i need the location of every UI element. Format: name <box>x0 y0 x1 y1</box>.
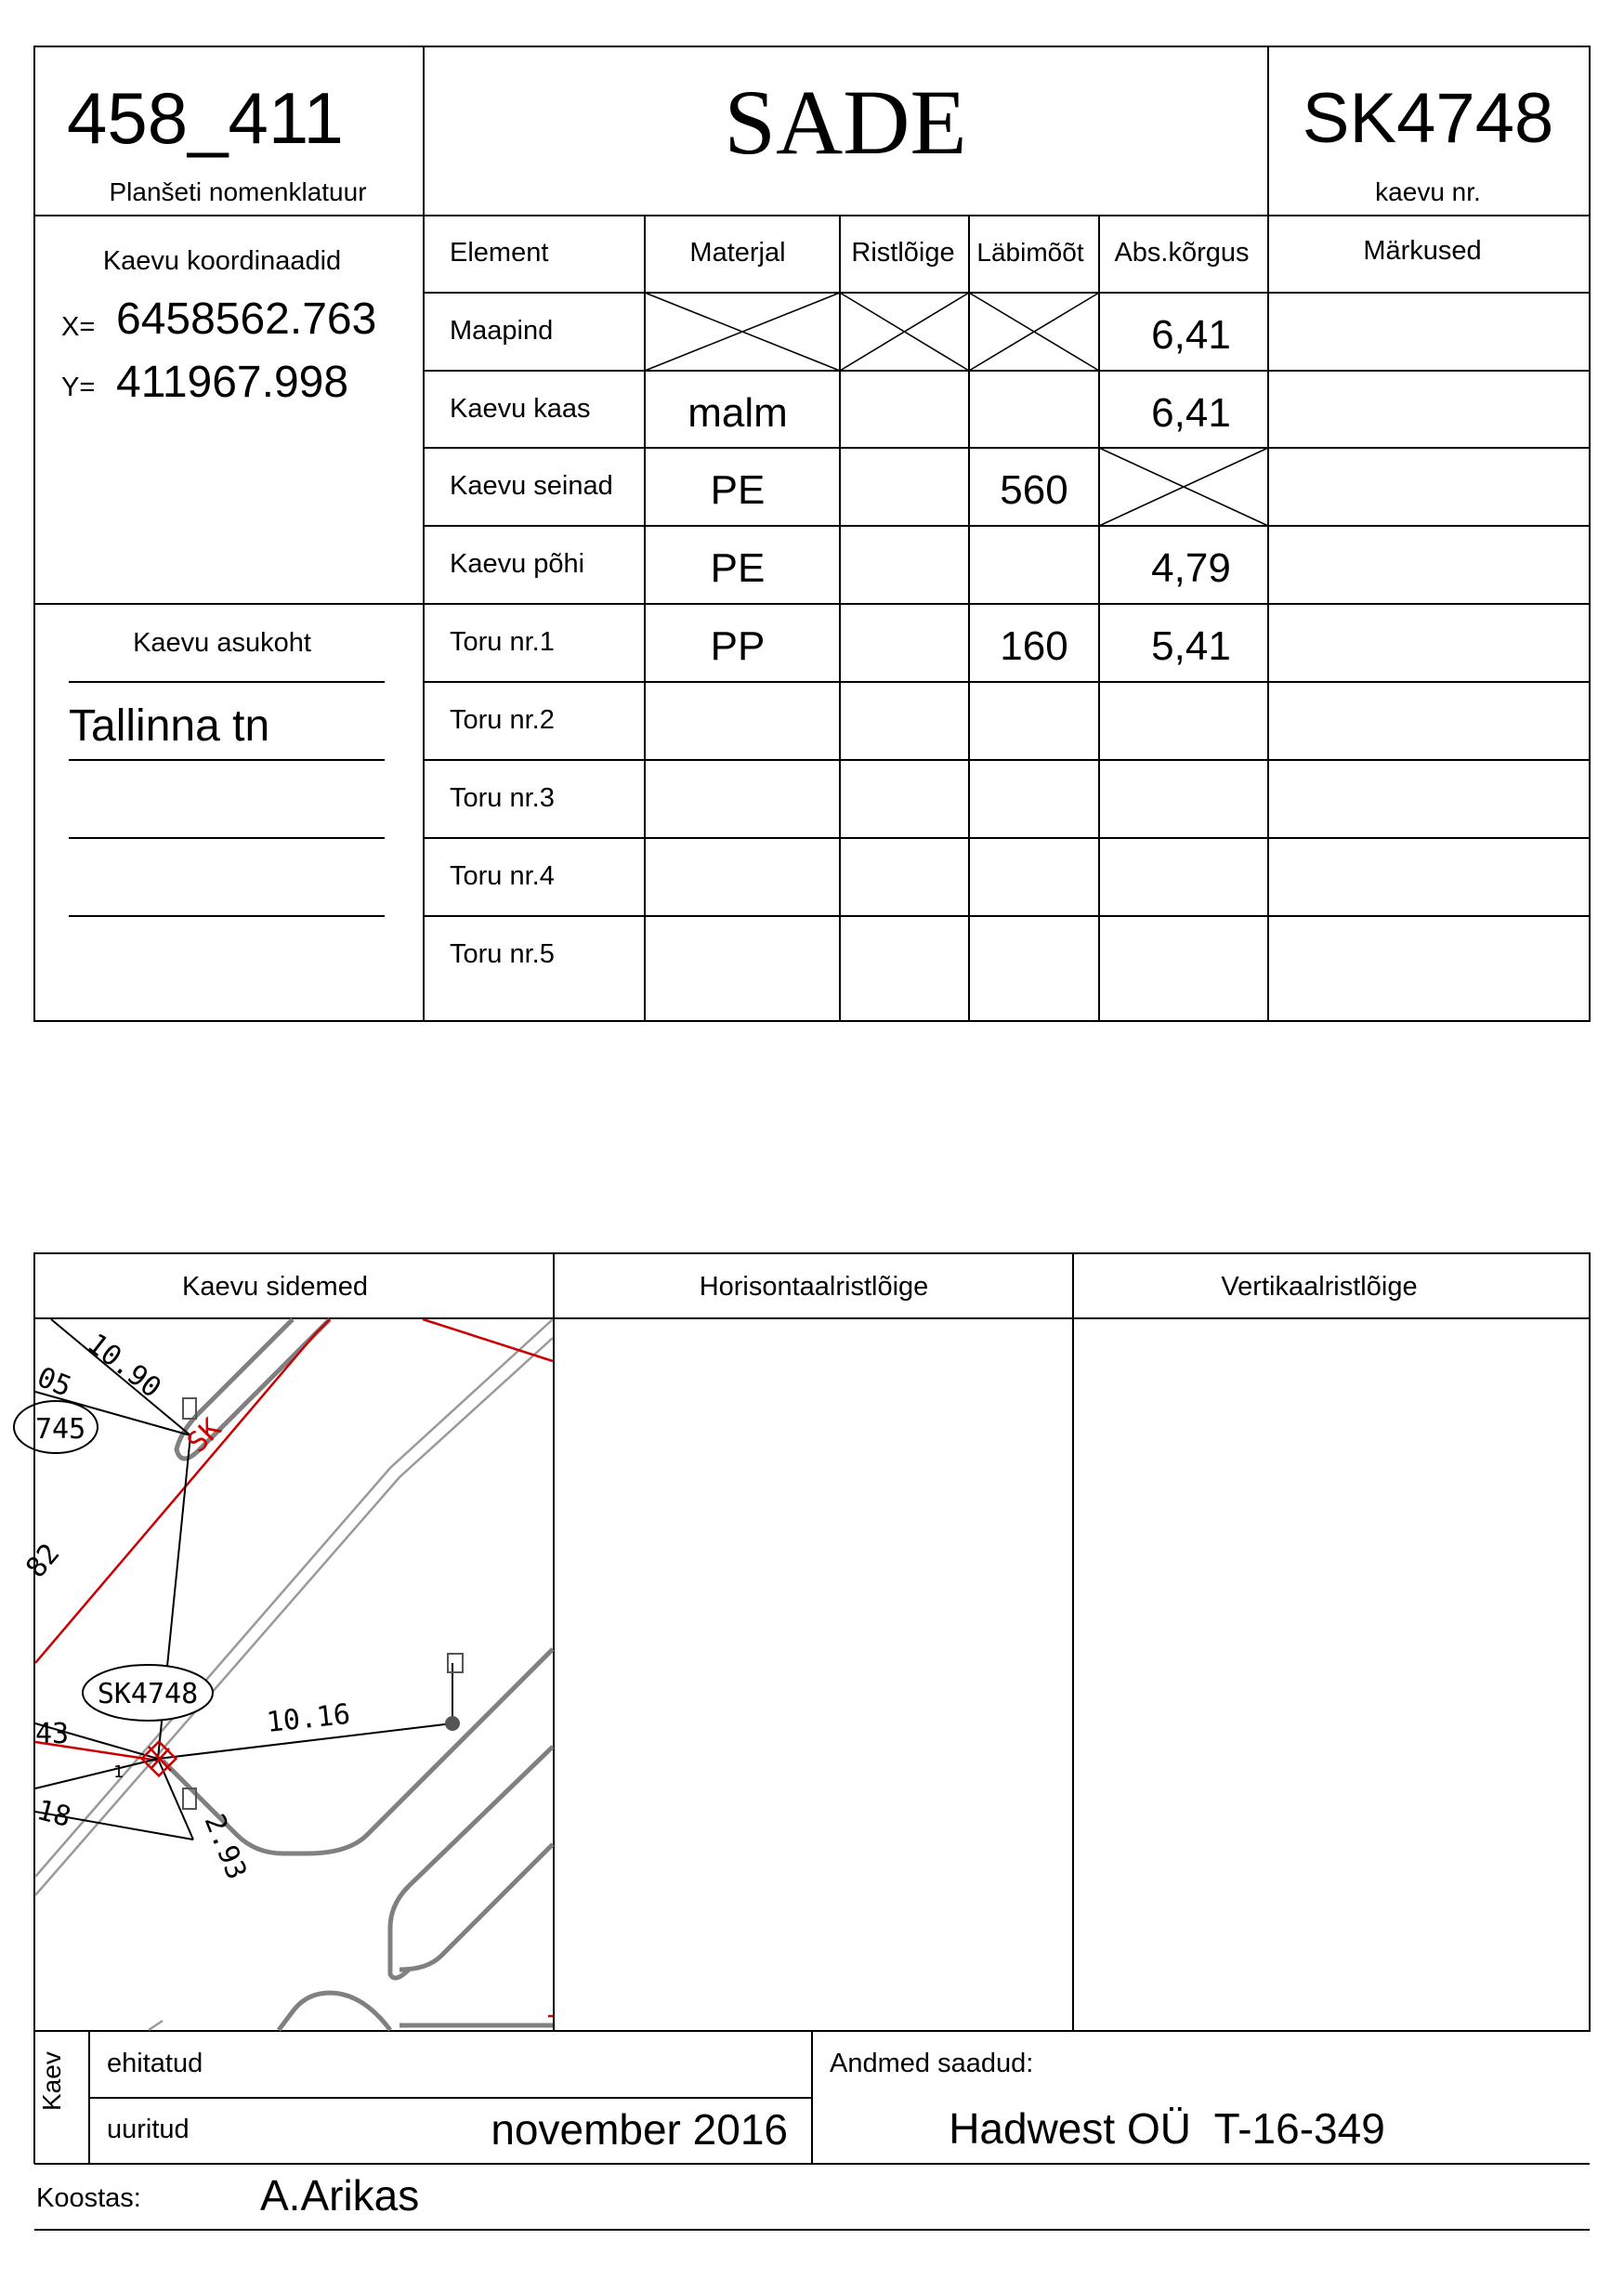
map-dim-82: 82 <box>20 1537 67 1585</box>
cell-element: Toru nr.2 <box>450 705 555 735</box>
location-title: Kaevu asukoht <box>133 628 311 658</box>
sewer-network-line <box>35 1319 553 2016</box>
y-coordinate-value: 411967.998 <box>116 358 349 407</box>
cell-element: Kaevu seinad <box>450 471 613 501</box>
hydrant-marker <box>445 1716 460 1731</box>
surveyed-value: november 2016 <box>491 2105 788 2154</box>
x-label: X= <box>61 312 96 342</box>
cell-abs-korgus: 6,41 <box>1151 312 1231 358</box>
header-materjal: Materjal <box>689 238 786 268</box>
surveyed-label: uuritud <box>107 2115 190 2144</box>
cell-element: Kaevu põhi <box>450 549 585 579</box>
cell-materjal: PE <box>710 545 766 591</box>
map-dim-43: 43 <box>35 1718 70 1750</box>
coordinates-title: Kaevu koordinaadid <box>102 246 342 276</box>
flag-marker <box>448 1654 463 1672</box>
sheet-number-label: Planšeti nomenklatuur <box>109 177 367 206</box>
map-dim-05: 05 <box>33 1360 76 1404</box>
map-dim-18: 18 <box>33 1793 74 1835</box>
map-dim-1016: 10.16 <box>265 1697 352 1739</box>
location-line-1: Tallinna tn <box>69 701 270 751</box>
section-vertical-title: Vertikaalristlõige <box>1221 1272 1418 1302</box>
cell-labimoot: 560 <box>1000 467 1068 513</box>
cell-abs-korgus: 5,41 <box>1151 623 1231 669</box>
y-label: Y= <box>61 373 96 402</box>
compiled-label: Koostas: <box>36 2183 141 2213</box>
data-from-value: Hadwest OÜ T-16-349 <box>949 2104 1385 2153</box>
built-label: ehitatud <box>107 2049 203 2078</box>
cell-element: Toru nr.4 <box>450 861 555 891</box>
cell-element: Kaevu kaas <box>450 394 591 424</box>
well-ties-map <box>20 1319 553 2030</box>
kaev-label: Kaev <box>37 2051 66 2111</box>
cell-element: Maapind <box>450 316 554 346</box>
cell-labimoot: 160 <box>1000 623 1068 669</box>
header-ristloige: Ristlõige <box>851 238 955 268</box>
compiled-value: A.Arikas <box>260 2171 420 2220</box>
map-dim-293: 2.93 <box>197 1809 254 1884</box>
sheet-number: 458_411 <box>67 77 344 159</box>
cell-element: Toru nr.3 <box>450 783 555 813</box>
header-markused: Märkused <box>1363 236 1482 266</box>
cell-abs-korgus: 6,41 <box>1151 390 1231 436</box>
map-well-id: SK4748 <box>97 1678 199 1710</box>
well-number: SK4748 <box>1302 79 1554 158</box>
cell-abs-korgus: 4,79 <box>1151 545 1231 591</box>
tie-lines <box>35 1319 452 1840</box>
network-type-title: SADE <box>724 71 967 174</box>
well-number-label: kaevu nr. <box>1375 177 1481 206</box>
header-element: Element <box>450 238 549 268</box>
section-ties-title: Kaevu sidemed <box>182 1272 368 1302</box>
cell-materjal: PP <box>710 623 766 669</box>
map-sk-label: SK <box>180 1412 229 1460</box>
section-horizontal-title: Horisontaalristlõige <box>699 1272 929 1302</box>
header-labimoot: Läbimõõt <box>976 238 1084 267</box>
data-from-label: Andmed saadud: <box>830 2049 1034 2078</box>
header-abs-korgus: Abs.kõrgus <box>1114 238 1250 268</box>
cell-element: Toru nr.5 <box>450 939 555 969</box>
map-dim-745: 745 <box>35 1413 86 1446</box>
x-coordinate-value: 6458562.763 <box>116 295 377 344</box>
map-dim-top: 10.90 <box>81 1327 167 1405</box>
road-outline <box>163 1319 553 2030</box>
cell-materjal: PE <box>710 467 766 513</box>
cell-element: Toru nr.1 <box>450 627 555 657</box>
map-dim-1: 1 <box>113 1762 124 1782</box>
cell-materjal: malm <box>688 390 788 436</box>
